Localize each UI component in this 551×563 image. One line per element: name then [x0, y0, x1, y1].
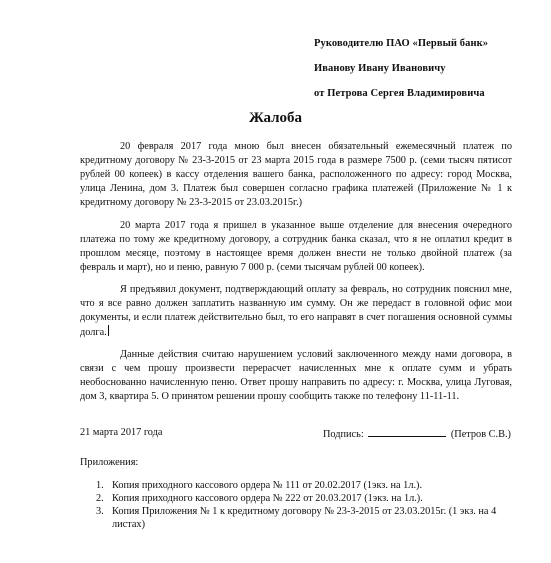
list-item-text: Копия приходного кассового ордера № 111 от 20.02.2017 (1экз. на 1л.). [112, 480, 423, 491]
recipient-name-line: Иванову Ивану Ивановичу [314, 63, 446, 74]
list-item-text: Копия Приложения № 1 к кредитному договору № 23-3-2015 от 23.03.2015г. (1 экз. на 4 листах) [112, 506, 497, 530]
signature-line [368, 427, 446, 437]
list-item-text: Копия приходного кассового ордера № 222 от 20.03.2017 (1экз. на 1л.). [112, 493, 423, 504]
paragraph-3-text: Я предъявил документ, подтверждающий оплату за февраль, но сотрудник пояснил мне, что я все равно должен заплатить названную им сумму. Он же передаст в головной офис мои документы, и если платеж действительно был, то его направят в счет погашения основной суммы долга. [80, 284, 512, 338]
attachments-label: Приложения: [80, 457, 139, 468]
paragraph-3 [80, 283, 512, 340]
list-item-number: 1. [96, 480, 104, 491]
recipient-line: Руководителю ПАО «Первый банк» [314, 38, 489, 49]
list-item [80, 479, 512, 492]
paragraph-2: 20 марта 2017 года я пришел в указанное выше отделение для внесения очередного платежа по тому же кредитному договору, а сотрудник банка сказал, что я не оплатил кредит в прошлом месяце, поэтому в настоящее время должен внести не только двойной платеж (за февраль и март), но и пеню, равную 7 000 р. (семи тысячам рублей 00 копеек). [80, 220, 512, 273]
signature-date: 21 марта 2017 года [80, 427, 163, 438]
attachments-list [80, 479, 512, 531]
signature-name: (Петров С.В.) [450, 429, 511, 440]
document-title: Жалоба [248, 110, 302, 126]
list-item [80, 492, 512, 505]
text-cursor [108, 325, 109, 336]
list-item [80, 505, 512, 531]
paragraph-1: 20 февраля 2017 года мною был внесен обязательный ежемесячный платеж по кредитному договору № 23-3-2015 от 23 марта 2015 года в размере 7500 р. (семи тысяч пятисот рублей 00 копеек) в кассу отделения вашего банка, расположенного по адресу: город Москва, улица Ленина, дом 3. Платеж был совершен согласно графика платежей (Приложение № 1 к кредитному договору № 23-3-2015 от 23.03.2015г.) [80, 141, 512, 208]
signature-label: Подпись: [323, 429, 364, 440]
paragraph-4: Данные действия считаю нарушением условий заключенного между нами договора, в связи с чем прошу произвести перерасчет начисленных мне к оплате сумм и убрать необоснованно начисленную пеню. Ответ прошу направить по адресу: г. Москва, улица Луговая, дом 3, квартира 5. О принятом решении прошу сообщить также по телефону 11-11-11. [80, 349, 512, 402]
list-item-number: 3. [96, 506, 104, 517]
sender-line: от Петрова Сергея Владимировича [314, 88, 485, 99]
signature-block [323, 427, 511, 440]
list-item-number: 2. [96, 493, 104, 504]
